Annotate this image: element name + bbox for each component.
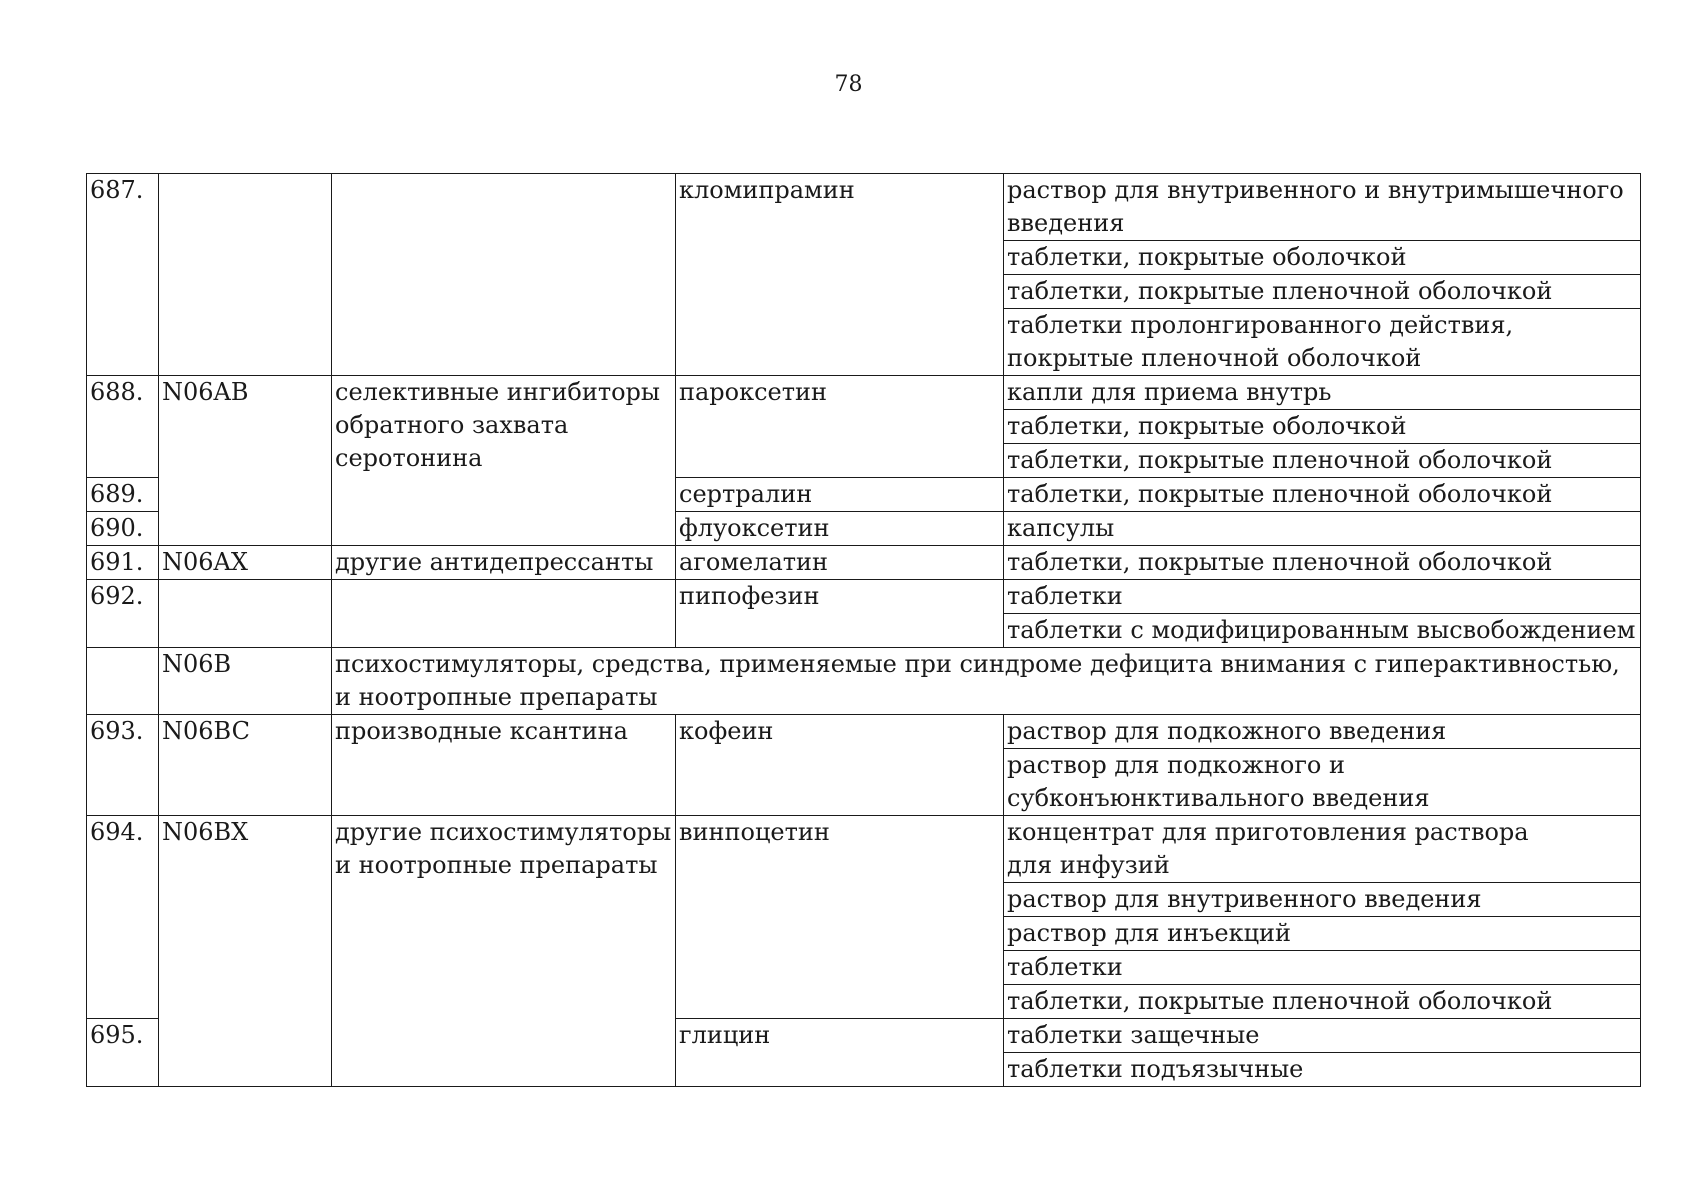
atc-group: другие антидепрессанты [332,546,676,580]
dosage-form: таблетки, покрытые пленочной оболочкой [1004,478,1641,512]
dosage-form: раствор для внутривенного введения [1004,883,1641,917]
table-row [87,174,1641,241]
drug-table [86,173,1641,1087]
drug-name: кломипрамин [676,174,1004,376]
atc-group: другие психостимуляторы и ноотропные препараты [332,816,676,1087]
table-row [87,715,1641,749]
drug-name: агомелатин [676,546,1004,580]
atc-group [332,580,676,648]
dosage-form: капли для приема внутрь [1004,376,1641,410]
drug-name: кофеин [676,715,1004,816]
drug-name: пипофезин [676,580,1004,648]
drug-name: пароксетин [676,376,1004,478]
atc-group: селективные ингибиторы обратного захвата серотонина [332,376,676,546]
dosage-form: таблетки пролонгированного действия, покрытые пленочной оболочкой [1004,309,1641,376]
dosage-form: таблетки с модифицированным высвобождением [1004,614,1641,648]
row-number: 689. [87,478,159,512]
row-number: 691. [87,546,159,580]
dosage-form: таблетки, покрытые пленочной оболочкой [1004,275,1641,309]
dosage-form: таблетки, покрытые пленочной оболочкой [1004,546,1641,580]
dosage-form: таблетки, покрытые пленочной оболочкой [1004,444,1641,478]
dosage-form: концентрат для приготовления раствора для инфузий [1004,816,1641,883]
atc-code: N06AX [159,546,332,580]
row-number: 694. [87,816,159,1019]
atc-group: производные ксантина [332,715,676,816]
dosage-form: капсулы [1004,512,1641,546]
atc-code [159,174,332,376]
drug-name: глицин [676,1019,1004,1087]
table-row [87,580,1641,614]
atc-code: N06AB [159,376,332,546]
dosage-form: таблетки, покрытые оболочкой [1004,241,1641,275]
dosage-form: раствор для внутривенного и внутримышечного введения [1004,174,1641,241]
row-number: 690. [87,512,159,546]
atc-code: N06BC [159,715,332,816]
atc-code [159,580,332,648]
row-number: 695. [87,1019,159,1087]
table-row [87,546,1641,580]
dosage-form: раствор для подкожного введения [1004,715,1641,749]
dosage-form: раствор для подкожного и субконъюнктивального введения [1004,749,1641,816]
dosage-form: таблетки [1004,580,1641,614]
atc-code: N06B [159,648,332,715]
row-number: 693. [87,715,159,816]
dosage-form: таблетки защечные [1004,1019,1641,1053]
atc-code: N06BX [159,816,332,1087]
drug-name: флуоксетин [676,512,1004,546]
dosage-form: таблетки, покрытые оболочкой [1004,410,1641,444]
table-row [87,648,1641,715]
table-row [87,816,1641,883]
row-number: 688. [87,376,159,478]
row-number: 687. [87,174,159,376]
drug-name: винпоцетин [676,816,1004,1019]
atc-group-heading: психостимуляторы, средства, применяемые при синдроме дефицита внимания с гиперактивностью, и ноотропные препараты [332,648,1641,715]
row-number: 692. [87,580,159,648]
atc-group [332,174,676,376]
dosage-form: таблетки [1004,951,1641,985]
page-number: 78 [834,72,863,97]
dosage-form: таблетки, покрытые пленочной оболочкой [1004,985,1641,1019]
row-number [87,648,159,715]
dosage-form: таблетки подъязычные [1004,1053,1641,1087]
dosage-form: раствор для инъекций [1004,917,1641,951]
drug-name: сертралин [676,478,1004,512]
table-row [87,376,1641,410]
